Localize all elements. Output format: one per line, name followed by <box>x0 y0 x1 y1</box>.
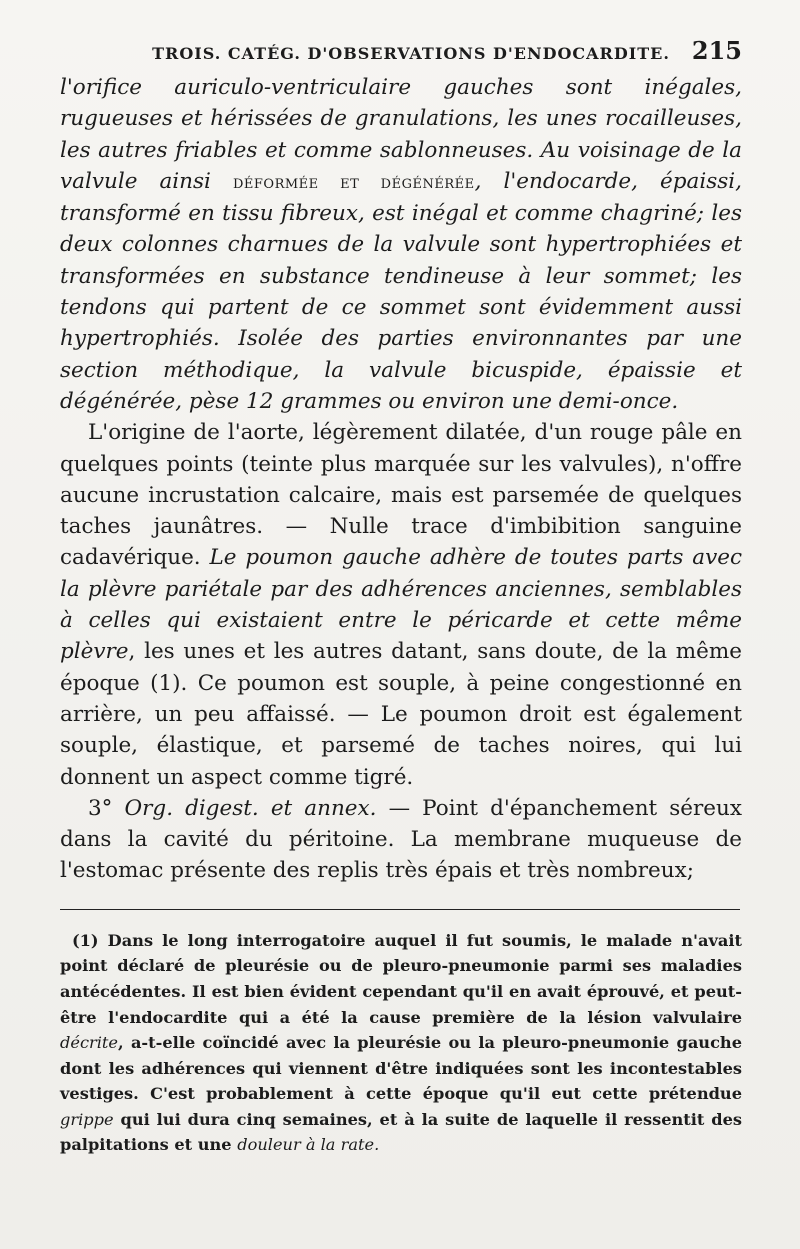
paragraph-1-small-caps: déformée et dégénérée <box>232 171 475 193</box>
paragraph-3 <box>60 793 742 887</box>
page-header <box>60 36 742 72</box>
footnote-separator <box>60 909 740 910</box>
footnote-italic-2: grippe <box>60 1109 114 1129</box>
footnote-1 <box>60 928 742 1158</box>
section-title: Org. digest. et annex. <box>124 795 377 821</box>
paragraph-2 <box>60 417 742 793</box>
section-number: 3° <box>88 795 113 821</box>
paragraph-2-roman-text: L'origine de l'aorte, légèrement dilatée, d'un rouge pâle en quelques points (teinte plus marquée sur les valvules), n'offre aucune incrustation calcaire, mais est parsemée de quelques taches jaunâtres. — Nulle trace d'imbibition sanguine cadavérique. <box>60 420 742 571</box>
paragraph-2-italic-text: Le poumon gauche adhère de toutes parts avec la plèvre pariétale par des adhérences anciennes, semblables à celles qui existaient entre le péricarde et cette même plèvre <box>60 545 742 665</box>
footnote-italic-3: douleur à la rate. <box>237 1135 380 1155</box>
footnote <box>60 928 742 1158</box>
footnote-text-3: qui lui dura cinq semaines, et à la suite de laquelle il ressentit des palpitations et une <box>60 1109 743 1155</box>
paragraph-1-italic-text-end: , l'endocarde, épaissi, transformé en tissu fibreux, est inégal et comme chagriné; les deux colonnes charnues de la valvule sont hypertrophiées et transformées en substance tendineuse à leur sommet; les tendons qui partent de ce sommet sont évidemment aussi hypertrophiés. Isolée des parties environnantes par une section méthodique, la valvule bicuspide, épaissie et dégénérée, pèse 12 grammes ou environ une demi-once. <box>60 168 742 414</box>
page-number: 215 <box>691 36 742 65</box>
paragraph-1 <box>60 72 742 417</box>
paragraph-2-roman-text-end: , les unes et les autres datant, sans doute, de la même époque (1). Ce poumon est souple, à peine congestionné en arrière, un peu affaissé. — Le poumon droit est également souple, élastique, et parsemé de taches noires, qui lui donnent un aspect comme tigré. <box>60 639 742 790</box>
footnote-italic-1: décrite <box>60 1033 119 1053</box>
paragraph-1-italic-text: l'orifice auriculo-ventriculaire gauches sont inégales, rugueuses et hérissées de granulations, les unes rocailleuses, les autres friables et comme sablonneuses. Au voisinage de la valvule ainsi <box>60 75 742 194</box>
paragraph-3-text: — Point d'épanchement séreux dans la cavité du péritoine. La membrane muqueuse de l'estomac présente des replis très épais et très nombreux; <box>60 795 742 884</box>
running-head: TROIS. CATÉG. D'OBSERVATIONS D'ENDOCARDITE. <box>152 44 670 63</box>
main-text <box>60 72 742 887</box>
footnote-text-2: , a-t-elle coïncidé avec la pleurésie ou la pleuro-pneumonie gauche dont les adhérences qui viennent d'être indiquées sont les incontestables vestiges. C'est probablement à cette époque qu'il eut cette prétendue <box>60 1033 742 1104</box>
footnote-text-1: (1) Dans le long interrogatoire auquel il fut soumis, le malade n'avait point déclaré de pleurésie ou de pleuro-pneumonie parmi ses maladies antécédentes. Il est bien évident cependant qu'il en avait éprouvé, et peut-être l'endocardite qui a été la cause première de la lésion valvulaire <box>60 930 742 1027</box>
